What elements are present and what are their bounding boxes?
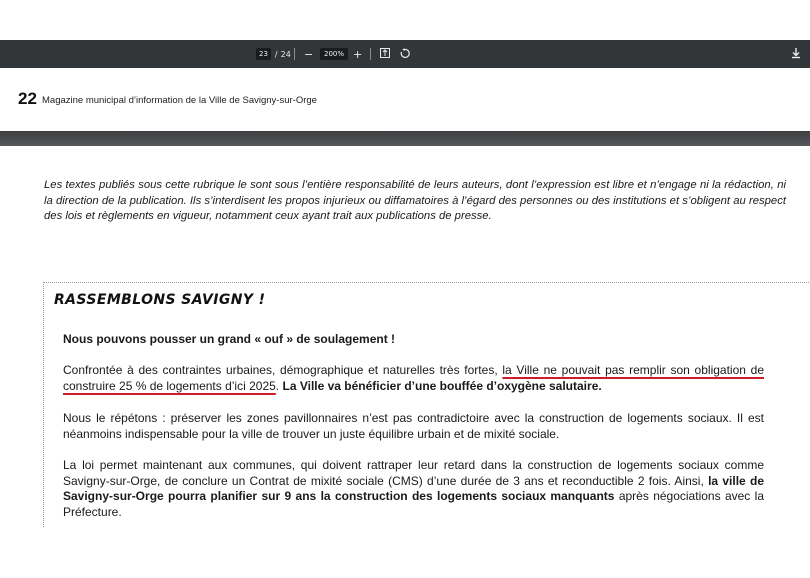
paragraph-3	[63, 458, 764, 520]
paragraph-1	[63, 363, 764, 394]
page-total: 24	[280, 49, 291, 59]
p1-bold: La Ville va bénéficier d’une bouffée d’oxygène salutaire.	[282, 378, 602, 393]
lead-paragraph	[63, 332, 764, 348]
page-break-divider	[0, 131, 810, 146]
p1-dot: .	[275, 378, 280, 393]
lead-text: Nous pouvons pousser un grand « ouf » de soulagement !	[63, 332, 396, 346]
page-separator: /	[274, 49, 278, 59]
paragraph-2	[63, 411, 764, 442]
p3-end: après négociations avec la Préfecture.	[63, 489, 764, 519]
zoom-in-button[interactable]: +	[353, 47, 363, 61]
p3-start: La loi permet maintenant aux communes, qui doivent rattraper leur retard dans la construction de logements sociaux comme Savigny-sur-Orge, de conclure un Contrat de mixité sociale (CMS) d’une durée de 3 ans et reconductible 2 fois. Ainsi,	[63, 458, 764, 488]
toolbar-separator	[370, 48, 371, 60]
pdf-toolbar	[0, 40, 810, 68]
group-title: RASSEMBLONS SAVIGNY !	[54, 292, 266, 308]
p2-text: Nous le répétons : préserver les zones pavillonnaires n’est pas contradictoire avec la construction de logements sociaux. Il est néanmoins indispensable pour la ville de trouver un juste équilibre urbain et de mixité sociale.	[63, 411, 764, 441]
toolbar-separator	[294, 48, 295, 60]
p1-start: Confrontée à des contraintes urbaines, démographique et naturelles très fortes,	[63, 363, 503, 377]
p1-underlined: la Ville ne pouvait pas remplir son obligation de construire 25 % de logements d’ici 2025	[63, 363, 764, 393]
fit-page-icon[interactable]	[380, 48, 390, 60]
page-number-input[interactable]: 23	[256, 48, 271, 60]
rotate-icon[interactable]	[399, 48, 410, 61]
download-icon[interactable]	[791, 48, 801, 61]
magazine-label: Magazine municipal d’information de la Ville de Savigny-sur-Orge	[42, 95, 317, 106]
page-top-margin	[0, 0, 810, 40]
zoom-out-button[interactable]: −	[304, 47, 314, 61]
disclaimer-text: Les textes publiés sous cette rubrique le sont sous l’entière responsabilité de leurs auteurs, dont l’expression est libre et n’engage ni la rédaction, ni la direction de la publication. Ils s’interdisent les propos injurieux ou diffamatoires à l’égard des personnes ou des institutions et s’obligent au respect des lois et règlements en vigueur, notamment ceux ayant trait aux publications de presse.	[44, 179, 786, 222]
zoom-level-input[interactable]: 200%	[320, 48, 348, 60]
page-number: 22	[18, 89, 37, 108]
p3-bold: la ville de Savigny-sur-Orge pourra planifier sur 9 ans la construction des logements sociaux manquants	[63, 473, 765, 503]
